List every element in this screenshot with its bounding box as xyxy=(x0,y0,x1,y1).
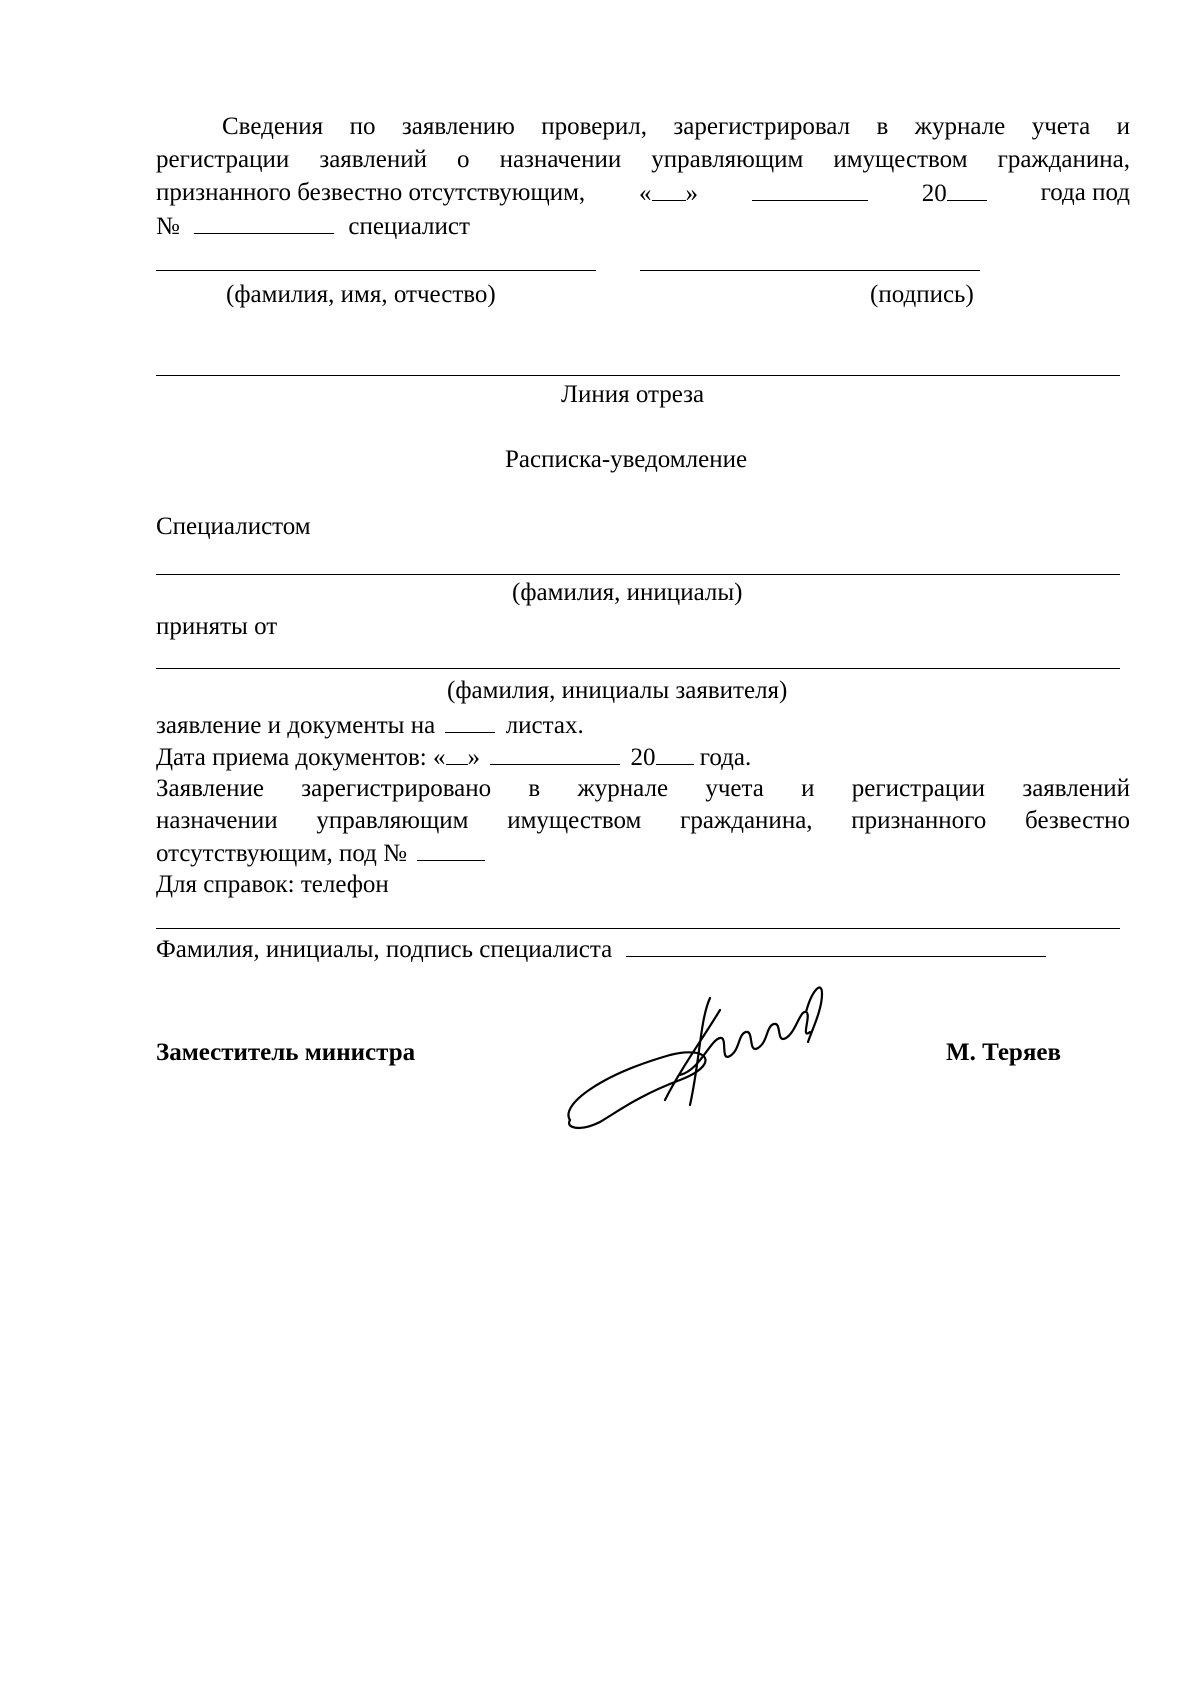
month-blank xyxy=(752,178,868,201)
sheets-count-blank xyxy=(445,710,495,733)
cut-line-label: Линия отреза xyxy=(561,381,705,408)
applicant-name-line xyxy=(156,668,1120,669)
cut-line xyxy=(156,375,1120,376)
fio-signature-line xyxy=(156,270,596,271)
register-number-blank xyxy=(194,211,334,234)
phone-rule xyxy=(156,928,1120,929)
documents-sheets-line: заявление и документы на листах. xyxy=(156,712,584,739)
verification-line-2: регистрации заявлений о назначении управляющим имуществом гражданина, xyxy=(156,146,1130,173)
handwritten-signature xyxy=(560,980,860,1140)
deputy-minister-title: Заместитель министра xyxy=(156,1039,416,1066)
signature-caption: (подпись) xyxy=(870,281,974,308)
specialist-name-line xyxy=(156,574,1120,575)
signatory-name: М. Теряев xyxy=(946,1039,1061,1066)
receipt-month-blank xyxy=(490,742,620,765)
receipt-title: Расписка-уведомление xyxy=(505,446,748,473)
received-from-label: приняты от xyxy=(156,613,278,640)
verification-line-3: признанного безвестно отсутствующим, « » 20 года под xyxy=(156,179,1130,207)
registration-line-3: отсутствующим, под № xyxy=(156,838,485,869)
verification-line-4: № специалист xyxy=(156,213,470,240)
applicant-caption: (фамилия, инициалы заявителя) xyxy=(447,677,788,704)
specialist-caption: (фамилия, инициалы) xyxy=(512,579,743,606)
signature-line xyxy=(640,270,980,271)
receipt-date-line: Дата приема документов: « » 20 года. xyxy=(156,744,752,771)
specialist-signature-line: Фамилия, инициалы, подпись специалиста xyxy=(156,934,1046,965)
specialist-signature-blank xyxy=(626,934,1046,957)
registration-number-blank xyxy=(417,838,485,861)
verification-line-1: Сведения по заявлению проверил, зарегистрировал в журнале учета и xyxy=(222,113,1130,140)
phone-line: Для справок: телефон xyxy=(156,871,389,898)
fio-caption: (фамилия, имя, отчество) xyxy=(226,281,496,308)
registration-line-2: назначении управляющим имуществом гражданина, признанного безвестно xyxy=(156,807,1130,834)
specialist-by-label: Специалистом xyxy=(156,513,311,540)
registration-line-1: Заявление зарегистрировано в журнале учета и регистрации заявлений xyxy=(156,775,1130,802)
